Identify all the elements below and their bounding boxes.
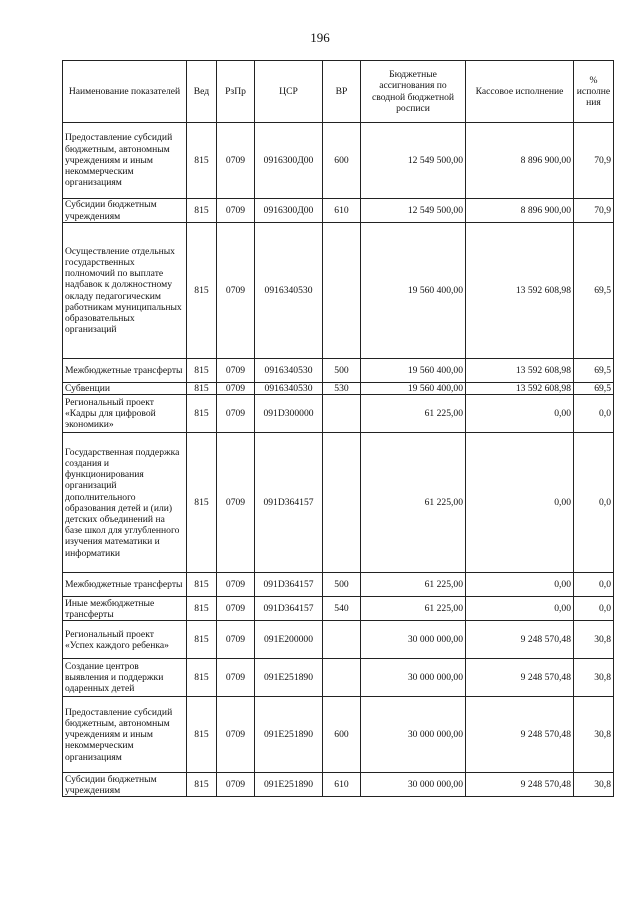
row-name: Субвенции <box>63 383 187 395</box>
header-vr: ВР <box>323 61 361 123</box>
table-row <box>63 597 614 621</box>
header-row <box>63 61 614 123</box>
row-assignment: 12 549 500,00 <box>361 123 466 199</box>
row-assignment: 61 225,00 <box>361 597 466 621</box>
row-csr: 091E200000 <box>255 621 323 659</box>
row-vr <box>323 223 361 359</box>
table-row <box>63 223 614 359</box>
row-cash-execution: 13 592 608,98 <box>466 359 574 383</box>
row-cash-execution: 8 896 900,00 <box>466 123 574 199</box>
row-ved: 815 <box>187 359 217 383</box>
row-cash-execution: 0,00 <box>466 433 574 573</box>
row-assignment: 19 560 400,00 <box>361 359 466 383</box>
row-ved: 815 <box>187 659 217 697</box>
row-assignment: 61 225,00 <box>361 573 466 597</box>
row-name: Региональный проект «Успех каждого ребенка» <box>63 621 187 659</box>
header-ved: Вед <box>187 61 217 123</box>
row-csr: 091D364157 <box>255 597 323 621</box>
header-rzpr: РзПр <box>217 61 255 123</box>
row-percent: 0,0 <box>574 395 614 433</box>
row-csr: 0916340530 <box>255 383 323 395</box>
budget-table <box>62 60 614 797</box>
table-row <box>63 621 614 659</box>
row-cash-execution: 9 248 570,48 <box>466 773 574 797</box>
row-csr: 091E251890 <box>255 773 323 797</box>
row-rzpr: 0709 <box>217 223 255 359</box>
row-percent: 30,8 <box>574 659 614 697</box>
row-percent: 0,0 <box>574 597 614 621</box>
row-ved: 815 <box>187 621 217 659</box>
row-name: Предоставление субсидий бюджетным, автономным учреждениям и иным некоммерческим организациям <box>63 697 187 773</box>
row-name: Субсидии бюджетным учреждениям <box>63 199 187 223</box>
row-ved: 815 <box>187 395 217 433</box>
row-rzpr: 0709 <box>217 773 255 797</box>
table-row <box>63 123 614 199</box>
row-vr: 500 <box>323 573 361 597</box>
header-csr: ЦСР <box>255 61 323 123</box>
row-assignment: 12 549 500,00 <box>361 199 466 223</box>
row-vr: 610 <box>323 199 361 223</box>
row-assignment: 19 560 400,00 <box>361 383 466 395</box>
row-assignment: 30 000 000,00 <box>361 697 466 773</box>
table-row <box>63 573 614 597</box>
row-assignment: 30 000 000,00 <box>361 621 466 659</box>
row-rzpr: 0709 <box>217 697 255 773</box>
row-vr <box>323 433 361 573</box>
row-ved: 815 <box>187 199 217 223</box>
page-number: 196 <box>310 30 330 45</box>
row-cash-execution: 0,00 <box>466 395 574 433</box>
row-ved: 815 <box>187 573 217 597</box>
row-csr: 0916340530 <box>255 223 323 359</box>
row-percent: 69,5 <box>574 223 614 359</box>
row-assignment: 61 225,00 <box>361 395 466 433</box>
row-rzpr: 0709 <box>217 123 255 199</box>
header-assignments: Бюджетные ассигнования по сводной бюджетной росписи <box>361 61 466 123</box>
row-cash-execution: 9 248 570,48 <box>466 621 574 659</box>
row-cash-execution: 13 592 608,98 <box>466 223 574 359</box>
table-row <box>63 199 614 223</box>
table-row <box>63 395 614 433</box>
row-percent: 30,8 <box>574 697 614 773</box>
row-assignment: 30 000 000,00 <box>361 659 466 697</box>
table-row <box>63 433 614 573</box>
row-name: Предоставление субсидий бюджетным, автономным учреждениям и иным некоммерческим организациям <box>63 123 187 199</box>
row-csr: 091E251890 <box>255 659 323 697</box>
row-ved: 815 <box>187 773 217 797</box>
header-cash-execution: Кассовое исполнение <box>466 61 574 123</box>
row-vr: 600 <box>323 123 361 199</box>
row-ved: 815 <box>187 433 217 573</box>
row-name: Межбюджетные трансферты <box>63 573 187 597</box>
row-csr: 0916300Д00 <box>255 123 323 199</box>
table-row <box>63 773 614 797</box>
row-vr: 540 <box>323 597 361 621</box>
row-rzpr: 0709 <box>217 573 255 597</box>
row-rzpr: 0709 <box>217 621 255 659</box>
row-cash-execution: 0,00 <box>466 573 574 597</box>
row-ved: 815 <box>187 383 217 395</box>
row-name: Иные межбюджетные трансферты <box>63 597 187 621</box>
header-name: Наименование показателей <box>63 61 187 123</box>
row-cash-execution: 13 592 608,98 <box>466 383 574 395</box>
row-name: Межбюджетные трансферты <box>63 359 187 383</box>
table-row <box>63 359 614 383</box>
row-ved: 815 <box>187 697 217 773</box>
row-percent: 30,8 <box>574 621 614 659</box>
row-csr: 091E251890 <box>255 697 323 773</box>
row-cash-execution: 9 248 570,48 <box>466 659 574 697</box>
row-name: Осуществление отдельных государственных полномочий по выплате надбавок к должностному окладу педагогическим работникам муниципальных образовательных организаций <box>63 223 187 359</box>
row-vr: 500 <box>323 359 361 383</box>
row-rzpr: 0709 <box>217 359 255 383</box>
row-percent: 70,9 <box>574 123 614 199</box>
row-ved: 815 <box>187 223 217 359</box>
row-name: Государственная поддержка создания и функционирования организаций дополнительного образования детей и (или) детских объединений на базе школ для углубленного изучения математики и информатики <box>63 433 187 573</box>
row-ved: 815 <box>187 597 217 621</box>
row-percent: 30,8 <box>574 773 614 797</box>
row-vr <box>323 659 361 697</box>
row-rzpr: 0709 <box>217 659 255 697</box>
row-rzpr: 0709 <box>217 383 255 395</box>
row-percent: 69,5 <box>574 359 614 383</box>
header-percent: % исполне ния <box>574 61 614 123</box>
table-row <box>63 697 614 773</box>
row-csr: 0916300Д00 <box>255 199 323 223</box>
row-percent: 0,0 <box>574 573 614 597</box>
row-rzpr: 0709 <box>217 199 255 223</box>
table-row <box>63 383 614 395</box>
row-percent: 70,9 <box>574 199 614 223</box>
row-ved: 815 <box>187 123 217 199</box>
row-cash-execution: 0,00 <box>466 597 574 621</box>
row-vr <box>323 395 361 433</box>
row-vr <box>323 621 361 659</box>
row-csr: 091D300000 <box>255 395 323 433</box>
row-assignment: 61 225,00 <box>361 433 466 573</box>
row-cash-execution: 9 248 570,48 <box>466 697 574 773</box>
row-rzpr: 0709 <box>217 433 255 573</box>
row-percent: 0,0 <box>574 433 614 573</box>
row-csr: 091D364157 <box>255 433 323 573</box>
row-cash-execution: 8 896 900,00 <box>466 199 574 223</box>
row-name: Региональный проект «Кадры для цифровой экономики» <box>63 395 187 433</box>
table-row <box>63 659 614 697</box>
row-csr: 091D364157 <box>255 573 323 597</box>
row-vr: 610 <box>323 773 361 797</box>
row-assignment: 30 000 000,00 <box>361 773 466 797</box>
row-assignment: 19 560 400,00 <box>361 223 466 359</box>
row-name: Субсидии бюджетным учреждениям <box>63 773 187 797</box>
row-percent: 69,5 <box>574 383 614 395</box>
row-csr: 0916340530 <box>255 359 323 383</box>
row-rzpr: 0709 <box>217 597 255 621</box>
row-vr: 600 <box>323 697 361 773</box>
row-rzpr: 0709 <box>217 395 255 433</box>
row-vr: 530 <box>323 383 361 395</box>
row-name: Создание центров выявления и поддержки одаренных детей <box>63 659 187 697</box>
